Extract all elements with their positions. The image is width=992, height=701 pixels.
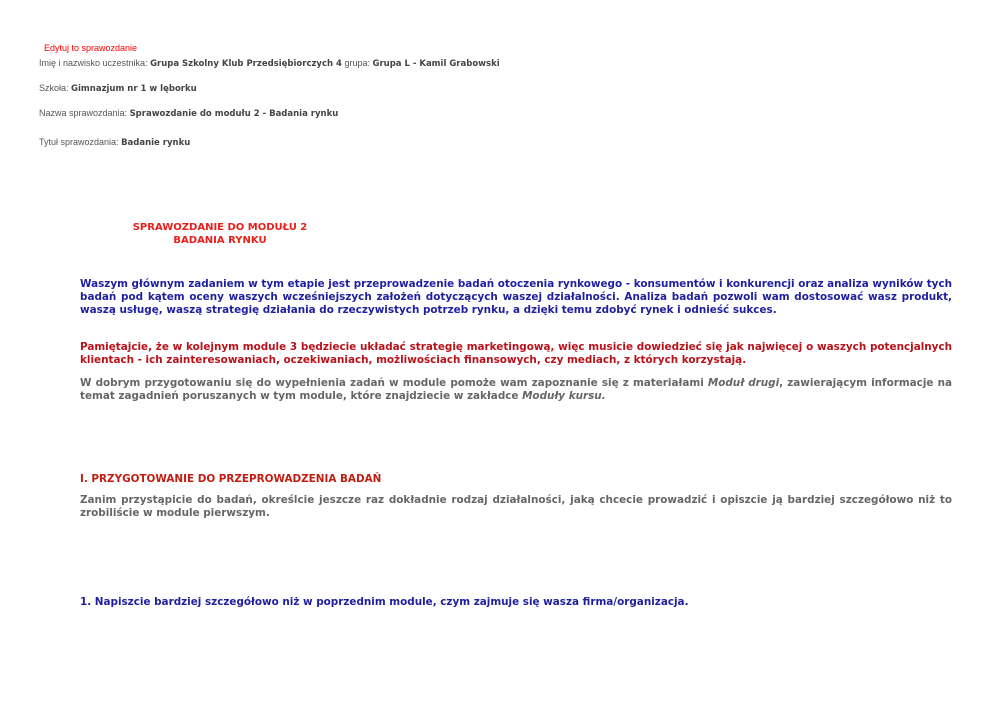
document-title-line1: SPRAWOZDANIE DO MODUŁU 2 <box>132 222 308 233</box>
question-1: 1. Napiszcie bardziej szczegółowo niż w poprzednim module, czym zajmuje się wasza firma/organizacja. <box>80 596 689 608</box>
report-title-line <box>39 137 190 148</box>
document-title <box>90 221 350 247</box>
document-title-line2: BADANIA RYNKU <box>173 235 267 246</box>
participant-line <box>39 58 500 69</box>
school-line <box>39 83 197 94</box>
school-value: Gimnazjum nr 1 w lęborku <box>71 84 197 94</box>
materials-text-2: , zawierającym informacje na temat zagadnień poruszanych w tym module, które znajdziecie w zakładce <box>80 377 952 402</box>
group-value: Grupa L - Kamil Grabowski <box>372 59 500 69</box>
report-title-label: Tytuł sprawozdania: <box>39 137 119 147</box>
school-label: Szkoła: <box>39 83 69 93</box>
materials-module-name: Moduł drugi <box>707 377 780 389</box>
edit-report-link[interactable]: Edytuj to sprawozdanie <box>44 43 138 53</box>
participant-label: Imię i nazwisko uczestnika: <box>39 58 148 68</box>
materials-text-1: W dobrym przygotowaniu się do wypełnienia zadań w module pomoże wam zapoznanie się z materiałami <box>80 377 708 389</box>
group-label: grupa: <box>344 58 370 68</box>
section-heading: I. PRZYGOTOWANIE DO PRZEPROWADZENIA BADAŃ <box>80 473 382 485</box>
report-name-line <box>39 108 338 119</box>
participant-value: Grupa Szkolny Klub Przedsiębiorczych 4 <box>150 59 342 69</box>
report-title-value: Badanie rynku <box>121 138 191 148</box>
intro-paragraph: Waszym głównym zadaniem w tym etapie jest przeprowadzenie badań otoczenia rynkowego - konsumentów i konkurencji oraz analiza wyników tych badań pod kątem oceny waszych wcześniejszych założeń dotyczących waszej działalności. Analiza badań pozwoli wam dostosować wasz produkt, waszą usługę, waszą strategię działania do rzeczywistych potrzeb rynku, a dzięki temu zdobyć rynek i odnieść sukces. <box>80 278 952 316</box>
reminder-paragraph: Pamiętajcie, że w kolejnym module 3 będziecie układać strategię marketingową, więc musicie dowiedzieć się jak najwięcej o waszych potencjalnych klientach - ich zainteresowaniach, oczekiwaniach, możliwościach finansowych, czy mediach, z których korzystają. <box>80 341 952 366</box>
report-name-value: Sprawozdanie do modułu 2 - Badania rynku <box>129 109 339 119</box>
section-paragraph: Zanim przystąpicie do badań, określcie jeszcze raz dokładnie rodzaj działalności, jaką chcecie prowadzić i opiszcie ją bardziej szczegółowo niż to zrobiliście w module pierwszym. <box>80 494 952 519</box>
report-name-label: Nazwa sprawozdania: <box>39 108 128 118</box>
materials-tab-name: Moduły kursu. <box>522 390 606 402</box>
materials-paragraph <box>80 377 952 403</box>
